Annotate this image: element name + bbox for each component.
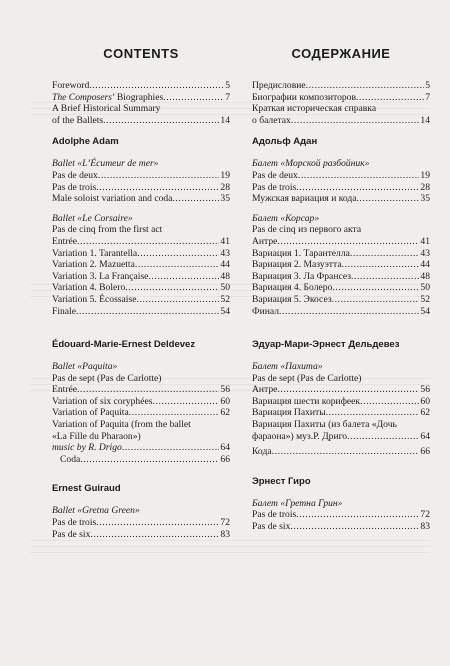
contents-heading: CONTENTS (103, 46, 179, 61)
composer-heading: Édouard-Marie-Ernest Deldevez (52, 339, 196, 351)
toc-entry: Антре ..... 56 (252, 384, 430, 396)
toc-entry: Finale ..... 54 (52, 306, 230, 318)
toc-entry: Pas de trois ..... 28 (252, 182, 430, 194)
contents-column-en (52, 44, 230, 540)
contents-column-ru (252, 44, 430, 533)
toc-entry: Male soloist variation and coda ..... 35 (52, 193, 230, 205)
toc-entry: фараона») муз.Р. Дриго ..... 64 (252, 431, 430, 443)
ballet-title: Балет «Гретна Грин» (252, 497, 343, 509)
ballet-title: Ballet «Paquita» (52, 361, 118, 373)
toc-entry-line: Variation of Paquita (from the ballet (52, 419, 191, 431)
contents-heading: СОДЕРЖАНИЕ (291, 46, 391, 61)
toc-entry: Вариация шести корифеек ..... 60 (252, 396, 430, 408)
toc-entry: Кода ..... 66 (252, 446, 430, 458)
toc-subheading: Pas de sept (Pas de Carlotte) (252, 372, 362, 384)
toc-subheading: Pas de sept (Pas de Carlotte) (52, 372, 162, 384)
toc-entry: of the Ballets ..... 14 (52, 115, 230, 127)
toc-entry: Variation 1. Tarantella ..... 43 (52, 248, 230, 260)
toc-entry: Pas de trois ..... 28 (52, 182, 230, 194)
toc-subheading: Pas de cinq из первого акта (252, 224, 362, 236)
toc-entry: Биографии композиторов ..... 7 (252, 92, 430, 104)
toc-entry: music by R. Drigo ..... 64 (52, 442, 230, 454)
toc-entry: о балетах ..... 14 (252, 115, 430, 127)
toc-entry: Foreword ..... 5 (52, 80, 230, 92)
toc-entry: Variation of Paquita ..... 62 (52, 407, 230, 419)
toc-subheading: Pas de cinq from the first act (52, 224, 163, 236)
toc-entry: Pas de six ..... 83 (52, 529, 230, 541)
ballet-title: Ballet «L’Écumeur de mer» (52, 158, 159, 170)
toc-entry-line: Вариация Пахиты (из балета «Дочь (252, 419, 397, 431)
toc-entry: Variation of six coryphées ..... 60 (52, 396, 230, 408)
composer-heading: Ernest Guiraud (52, 483, 121, 495)
toc-entry-line: A Brief Historical Summary (52, 103, 161, 115)
toc-entry: Мужская вариация и кода ..... 35 (252, 193, 430, 205)
toc-entry: Pas de six ..... 83 (252, 521, 430, 533)
toc-entry: Предисловие ..... 5 (252, 80, 430, 92)
ballet-title: Ballet «Gretna Green» (52, 505, 140, 517)
toc-entry-line: «La Fille du Pharaon») (52, 430, 141, 442)
toc-entry: Вариация 1. Тарантелла ..... 43 (252, 248, 430, 260)
toc-entry: Финал ..... 54 (252, 306, 430, 318)
toc-entry: Pas de deux ..... 19 (252, 170, 430, 182)
toc-entry-line: Краткая историческая справка (252, 103, 377, 115)
composer-heading: Адольф Адан (252, 136, 318, 148)
toc-entry: Entrée ..... 41 (52, 236, 230, 248)
toc-entry: Variation 5. Écossaise ..... 52 (52, 294, 230, 306)
ballet-title: Балет «Корсар» (252, 212, 320, 224)
composer-heading: Эрнест Гиро (252, 475, 311, 487)
toc-entry: Вариация 4. Болеро ..... 50 (252, 282, 430, 294)
ballet-title: Балет «Морской разбойник» (252, 158, 370, 170)
toc-entry: Вариация 2. Мазуэтта ..... 44 (252, 259, 430, 271)
ballet-title: Ballet «Le Corsaire» (52, 212, 133, 224)
toc-entry: Вариация 3. Ла Франсез ..... 48 (252, 271, 430, 283)
toc-entry: Pas de trois ..... 72 (252, 509, 430, 521)
toc-entry: Вариация 5. Экосез ..... 52 (252, 294, 430, 306)
toc-entry: Pas de trois ..... 72 (52, 517, 230, 529)
toc-entry: Coda ..... 66 (52, 454, 230, 466)
toc-entry: Вариация Пахиты ..... 62 (252, 407, 430, 419)
toc-entry: Variation 2. Mazuetta ..... 44 (52, 259, 230, 271)
toc-entry: Entrée ..... 56 (52, 384, 230, 396)
toc-entry: The Composers’ Biographies ..... 7 (52, 92, 230, 104)
composer-heading: Adolphe Adam (52, 136, 119, 148)
toc-entry: Variation 4. Bolero ..... 50 (52, 282, 230, 294)
composer-heading: Эдуар-Мари-Эрнест Дельдевез (252, 339, 400, 351)
toc-entry: Антре ..... 41 (252, 236, 430, 248)
ballet-title: Балет «Пахита» (252, 361, 323, 373)
toc-entry: Pas de deux ..... 19 (52, 170, 230, 182)
toc-entry: Variation 3. La Française ..... 48 (52, 271, 230, 283)
